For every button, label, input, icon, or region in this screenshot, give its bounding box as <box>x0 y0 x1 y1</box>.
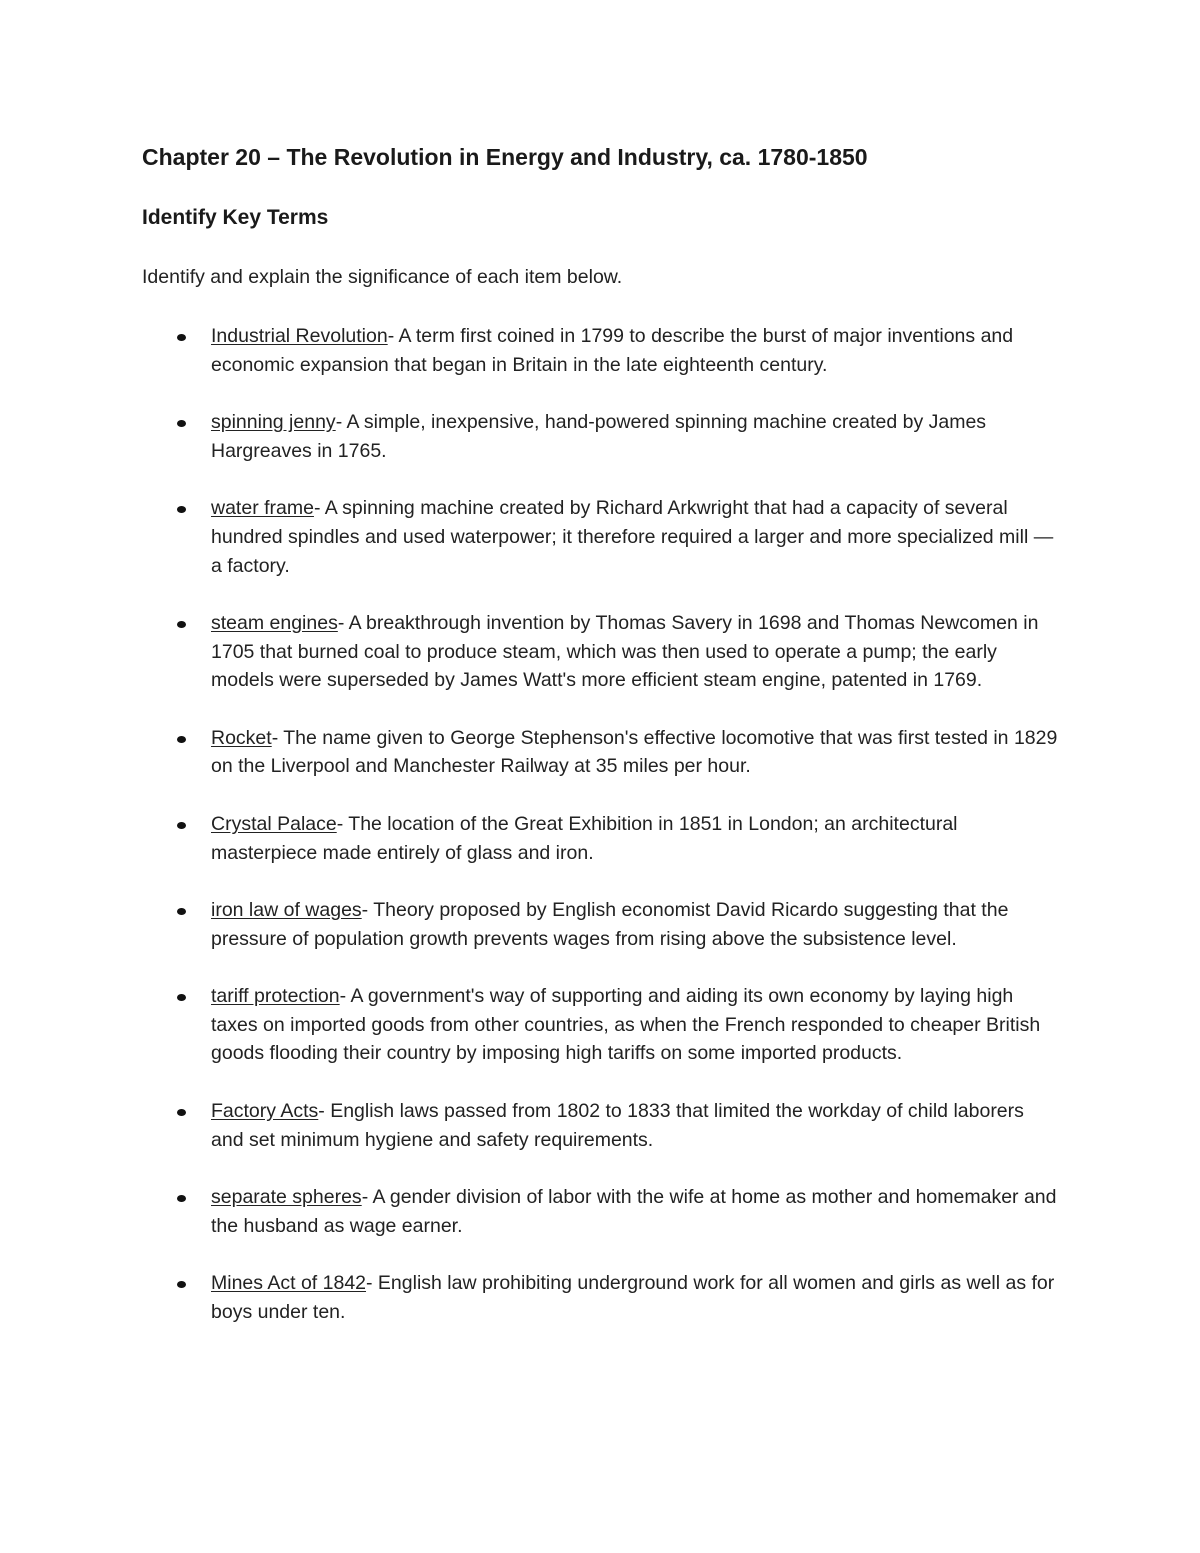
bullet-icon <box>177 736 186 743</box>
term-definition: - A term first coined in 1799 to describe the burst of major inventions and economic expansion that began in Britain in the late eighteenth century. <box>211 325 1014 376</box>
bullet-icon <box>177 822 186 829</box>
list-item <box>0 896 1061 953</box>
list-item <box>0 322 1061 379</box>
term-definition: - A simple, inexpensive, hand-powered spinning machine created by James Hargreaves in 1765. <box>211 411 987 462</box>
instructions-text: Identify and explain the significance of each item below. <box>142 266 623 288</box>
bullet-icon <box>177 334 186 341</box>
key-terms-list <box>0 322 1200 1355</box>
list-item <box>0 1097 1061 1154</box>
term-label: tariff protection <box>211 985 340 1008</box>
list-item <box>0 494 1061 580</box>
term-definition: - English law prohibiting underground work for all women and girls as well as for boys under ten. <box>211 1272 1055 1323</box>
list-item <box>0 1269 1061 1326</box>
bullet-icon <box>177 1195 186 1202</box>
term-label: Rocket <box>211 726 272 749</box>
term-definition: - A spinning machine created by Richard Arkwright that had a capacity of several hundred spindles and used waterpower; it therefore required a larger and more specialized mill — a factory. <box>211 497 1054 577</box>
chapter-title: Chapter 20 – The Revolution in Energy and Industry, ca. 1780-1850 <box>142 144 868 170</box>
bullet-icon <box>177 994 186 1001</box>
bullet-icon <box>177 420 186 427</box>
section-heading: Identify Key Terms <box>142 206 329 229</box>
term-definition: - The location of the Great Exhibition in 1851 in London; an architectural masterpiece made entirely of glass and iron. <box>211 812 958 864</box>
term-definition: - A breakthrough invention by Thomas Savery in 1698 and Thomas Newcomen in 1705 that burned coal to produce steam, which was then used to operate a pump; the early models were superseded by James Watt's more efficient steam engine, patented in 1769. <box>211 611 1039 692</box>
bullet-icon <box>177 1281 186 1288</box>
list-item <box>0 982 1061 1068</box>
term-definition: - A government's way of supporting and aiding its own economy by laying high taxes on imported goods from other countries, as when the French responded to cheaper British goods flooding their country by imposing high tariffs on some imported products. <box>211 985 1041 1065</box>
list-item <box>0 724 1061 781</box>
bullet-icon <box>177 506 186 513</box>
term-label: Industrial Revolution <box>211 325 388 347</box>
term-definition: - Theory proposed by English economist David Ricardo suggesting that the pressure of population growth prevents wages from rising above the subsistence level. <box>211 898 1009 950</box>
term-label: spinning jenny <box>211 411 336 434</box>
term-label: water frame <box>211 497 314 520</box>
term-label: iron law of wages <box>211 898 362 921</box>
term-label: Crystal Palace <box>211 812 337 835</box>
term-definition: - A gender division of labor with the wife at home as mother and homemaker and the husband as wage earner. <box>211 1185 1057 1237</box>
list-item <box>0 1183 1061 1240</box>
term-definition: - English laws passed from 1802 to 1833 that limited the workday of child laborers and set minimum hygiene and safety requirements. <box>211 1099 1024 1151</box>
term-label: steam engines <box>211 611 338 634</box>
term-label: separate spheres <box>211 1185 362 1208</box>
list-item <box>0 408 1061 465</box>
list-item <box>0 609 1061 695</box>
term-definition: - The name given to George Stephenson's effective locomotive that was first tested in 1829 on the Liverpool and Manchester Railway at 35 miles per hour. <box>211 726 1058 778</box>
bullet-icon <box>177 621 186 628</box>
bullet-icon <box>177 1109 186 1116</box>
term-label: Factory Acts <box>211 1099 319 1122</box>
term-label: Mines Act of 1842 <box>211 1272 367 1295</box>
list-item <box>0 810 1061 867</box>
bullet-icon <box>177 908 186 915</box>
